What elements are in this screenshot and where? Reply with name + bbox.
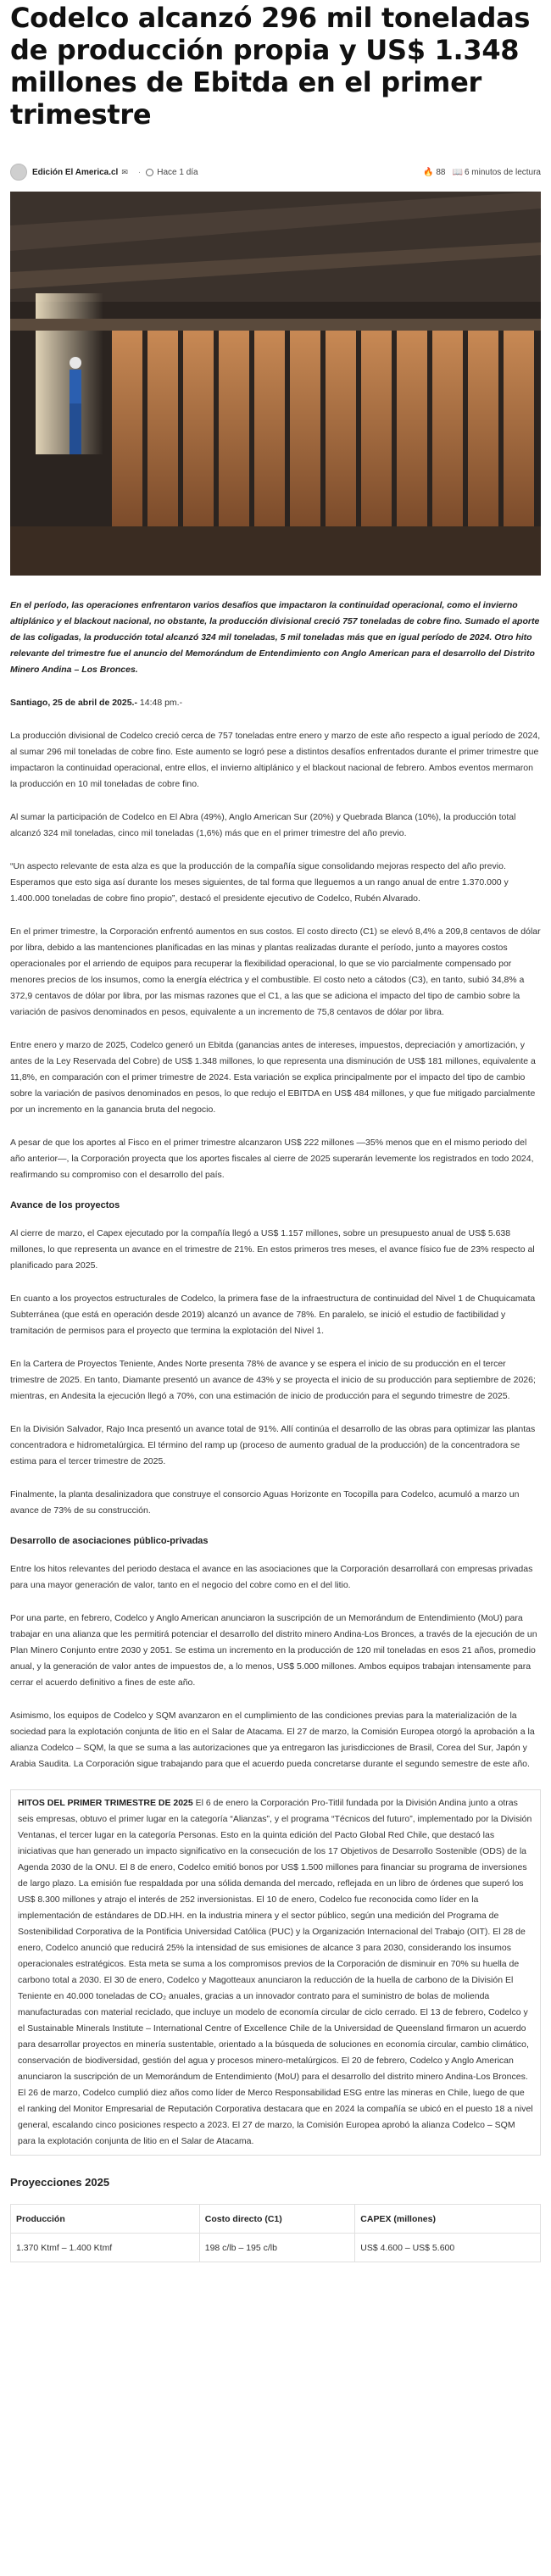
- read-time: 6 minutos de lectura: [464, 167, 541, 177]
- projections-table: [10, 2204, 541, 2262]
- article-lead: En el período, las operaciones enfrentaron varios desafíos que impactaron la continuidad operacional, como el invierno altiplánico y el blackout nacional, no obstante, la producción divisional creció 757 toneladas de cobre fino. Sumado el aporte de las coligadas, la producción total alcanzó 324 mil toneladas, 5 mil toneladas más que en igual período de 2024. Otro hito relevante del trimestre fue el anuncio del Memorándum de Entendimiento con Anglo American para el desarrollo del Distrito Minero Andina – Los Bronces.: [10, 600, 540, 675]
- column-header: Producción: [11, 2205, 200, 2234]
- paragraph: En cuanto a los proyectos estructurales de Codelco, la primera fase de la infraestructura de continuidad del Nivel 1 de Chuquicamata Subterránea (que está en operación desde 2019) alcanzó un avance de 78%. En paralelo, se inició el estudio de factibilidad y tramitación de permisos para el proyecto que termina la explotación del Nivel 1.: [10, 1294, 536, 1336]
- time-ago: Hace 1 día: [157, 167, 198, 177]
- hero-illustration: [10, 192, 541, 576]
- hero-image: [10, 192, 541, 576]
- projections-title: Proyecciones 2025: [10, 2176, 110, 2189]
- article-title: Codelco alcanzó 296 mil toneladas de producción propia y US$ 1.348 millones de Ebitda en el primer trimestre: [10, 2, 531, 131]
- section-heading: Desarrollo de asociaciones público-privadas: [10, 1536, 209, 1546]
- paragraph: A pesar de que los aportes al Fisco en el primer trimestre alcanzaron US$ 222 millones —35% menos que en el mismo periodo del año anterior—, la Corporación proyecta que los aportes fiscales al cierre de 2025 superarán levemente los registrados en todo 2024, reafirmando su compromiso con el desarrollo del país.: [10, 1138, 534, 1180]
- table-cell: 1.370 Ktmf – 1.400 Ktmf: [11, 2234, 200, 2262]
- paragraph: En la División Salvador, Rajo Inca presentó un avance total de 91%. Allí continúa el desarrollo de las obras para optimizar las plantas concentradora e hidrometalúrgica. El término del ramp up (proceso de aumento gradual de la producción) de la concentradora se estima para el tercer trimestre de 2025.: [10, 1424, 536, 1466]
- views-count: 88: [436, 167, 446, 177]
- dateline: [10, 695, 541, 711]
- column-header: Costo directo (C1): [199, 2205, 355, 2234]
- separator-dot: ·: [137, 167, 142, 177]
- section-heading: Avance de los proyectos: [10, 1200, 120, 1210]
- author-name[interactable]: Edición El America.cl: [32, 167, 119, 177]
- paragraph: “Un aspecto relevante de esta alza es que la producción de la compañía sigue consolidando mejoras respecto del año previo. Esperamos que esto siga así durante los meses siguientes, de tal forma que lleguemos a un rango anual de entre 1.370.000 y 1.400.000 toneladas de cobre fino propio”, destacó el presidente ejecutivo de Codelco, Rubén Alvarado.: [10, 861, 509, 904]
- table-cell: US$ 4.600 – US$ 5.600: [355, 2234, 541, 2262]
- meta-stats: [423, 168, 541, 177]
- milestones-box: [10, 1789, 541, 2156]
- mail-icon[interactable]: ✉: [121, 167, 128, 176]
- paragraph: Por una parte, en febrero, Codelco y Anglo American anunciaron la suscripción de un Memorándum de Entendimiento (MoU) para trabajar en una alianza que les permitirá potenciar el desarrollo del distrito minero Andina-Los Bronces, a través de la ejecución de un Plan Minero Conjunto entre 2030 y 2051. Se estima un incremento en la producción de 120 mil toneladas en esos 21 años, promedio anual, y la generación de valor antes de impuestos de, a lo menos, US$ 5.000 millones. Ambos equipos trabajan intensamente para cerrar el acuerdo definitivo a fines de este año.: [10, 1613, 537, 1688]
- article-meta: [10, 163, 541, 181]
- table-cell: 198 c/lb – 195 c/lb: [199, 2234, 355, 2262]
- paragraph: Asimismo, los equipos de Codelco y SQM avanzaron en el cumplimiento de las condiciones previas para la materialización de la sociedad para la explotación conjunta de litio en el Salar de Atacama. El 27 de marzo, la Comisión Europea otorgó la aprobación a la alianza Codelco – SQM, la que se suma a las autorizaciones que ya entregaron las jurisdicciones de Brasil, Corea del Sur, Japón y Arabia Saudita. La Corporación sigue trabajando para que el acuerdo pueda concretarse durante el segundo semestre de este año.: [10, 1711, 535, 1769]
- paragraph: La producción divisional de Codelco creció cerca de 757 toneladas entre enero y marzo de este año respecto a igual período de 2024, al sumar 296 mil toneladas de cobre fino. Este aumento se logró pese a distintos desafíos enfrentados durante el primer trimestre que impactaron la continuidad operacional, entre ellos, el invierno altiplánico y el blackout nacional de febrero. Ambos eventos mermaron la producción en 10 mil toneladas de cobre fino.: [10, 731, 541, 789]
- dateline-time: 14:48 pm.-: [136, 698, 183, 708]
- paragraph: Entre los hitos relevantes del periodo destaca el avance en las asociaciones que la Corporación desarrollará con empresas privadas para una mayor generación de valor, tanto en el negocio del cobre como en el del litio.: [10, 1564, 533, 1590]
- paragraph: En el primer trimestre, la Corporación enfrentó aumentos en sus costos. El costo directo (C1) se elevó 8,4% a 209,8 centavos de dólar por libra, debido a las mantenciones planificadas en las minas y plantas realizadas durante el período, junto a mayores costos operacionales por el arriendo de equipos para recuperar la flexibilidad operacional, lo que se vio parcialmente compensado por menores precios de los insumos, como la energía eléctrica y el combustible. El costo neto a cátodos (C3), en tanto, subió 34,8% a 372,9 centavos de dólar por libra, por las mismas razones que el C1, a las que se adiciona el impacto del tipo de cambio sobre la variación de pasivos denominados en pesos, equivalente a un incremento de 75,8 centavos de dólar por libra.: [10, 926, 541, 1017]
- table-header-row: [11, 2205, 541, 2234]
- book-icon: 📖: [452, 167, 463, 177]
- clock-icon: [146, 169, 153, 176]
- paragraph: Al sumar la participación de Codelco en El Abra (49%), Anglo American Sur (20%) y Quebrada Blanca (10%), la producción total alcanzó 324 mil toneladas, cinco mil toneladas (1,6%) más que en el primer trimestre del año previo.: [10, 812, 516, 838]
- paragraph: Finalmente, la planta desalinizadora que construye el consorcio Aguas Horizonte en Tocopilla para Codelco, acumuló a marzo un avance de 73% de su construcción.: [10, 1489, 520, 1516]
- table-row: [11, 2234, 541, 2262]
- milestones-label: HITOS DEL PRIMER TRIMESTRE DE 2025: [18, 1798, 193, 1808]
- milestones-text: El 6 de enero la Corporación Pro-Titlil fundada por la División Andina junto a otras seis empresas, obtuvo el primer lugar en la categoría “Alianzas”, y el programa “Técnicos del futuro”, implementado por la División Ventanas, el tercer lugar en la categoría Personas. Esto en la quinta edición del Pacto Global Red Chile, que destacó las iniciativas que han generado un impacto significativo en la consecución de los 17 Objetivos de Desarrollo Sostenible (ODS) de la Agenda 2030 de la ONU. El 8 de enero, Codelco emitió bonos por US$ 1.500 millones para financiar su programa de inversiones de largo plazo. La emisión fue respaldada por una sólida demanda del mercado, reflejada en un libro de órdenes que superó los US$ 8.300 millones y atrajo el interés de 252 inversionistas. El 10 de enero, Codelco fue reconocida como líder en la implementación de estándares de DD.HH. en la industria minera y el sector público, según una medición del Programa de Sostenibilidad Corporativa de la Pontificia Universidad Católica (PUC) y la Organización Internacional del Trabajo (OIT). El 28 de enero, Codelco anunció que reducirá 25% la intensidad de sus emisiones de alcance 3 para 2030, considerando los insumos operacionales estratégicos. Esta meta se suma a los compromisos previos de la Corporación de disminuir en 70% su huella de carbono total a 2030. El 30 de enero, Codelco y Magotteaux anunciaron la reducción de la huella de carbono de la División El Teniente en 40.000 toneladas de CO₂ anuales, gracias a un innovador contrato para el suministro de bolas de molienda manufacturadas con material reciclado, que incluye un modelo de economía circular de ciclo cerrado. El 13 de febrero, Codelco y el Sustainable Minerals Institute – International Centre of Excellence Chile de la Universidad de Queensland firmaron un acuerdo para desarrollar proyectos en minería sustentable, orientado a la búsqueda de soluciones en economía circular, cambio climático, conservación de biodiversidad, gestión del agua y procesos minero-metalúrgicos. El 20 de febrero, Codelco y Anglo American anunciaron la suscripción de un Memorándum de Entendimiento (MoU) para el desarrollo del distrito minero Andina-Los Bronces. El 26 de marzo, Codelco cumplió diez años como líder de Merco Responsabilidad ESG entre las mineras en Chile, luego de que el ranking del Monitor Empresarial de Reputación Corporativa destacara que en 2024 la compañía se ubicó en el puesto 18 a nivel general, escalando cinco posiciones respecto a 2023. El 27 de marzo, la Comisión Europea aprobó la alianza Codelco – SQM para la explotación conjunta de litio en el Salar de Atacama.: [18, 1798, 533, 2146]
- paragraph: Al cierre de marzo, el Capex ejecutado por la compañía llegó a US$ 1.157 millones, sobre un presupuesto anual de US$ 5.638 millones, lo que representa un avance en el trimestre de 21%. En estos primeros tres meses, el avance físico fue de 23% respecto al planificado para 2025.: [10, 1228, 535, 1271]
- flame-icon: 🔥: [423, 167, 434, 177]
- avatar[interactable]: [10, 164, 27, 181]
- column-header: CAPEX (millones): [355, 2205, 541, 2234]
- dateline-date: Santiago, 25 de abril de 2025.-: [10, 698, 137, 708]
- paragraph: En la Cartera de Proyectos Teniente, Andes Norte presenta 78% de avance y se espera el inicio de su producción en el tercer trimestre de 2025. En tanto, Diamante presentó un avance de 43% y se proyecta el inicio de su producción para septiembre de 2026; mientras, en Andesita la ejecución llegó a 70%, con una estimación de inicio de producción para el segundo trimestre de 2025.: [10, 1359, 536, 1401]
- paragraph: Entre enero y marzo de 2025, Codelco generó un Ebitda (ganancias antes de intereses, impuestos, depreciación y amortización, y antes de la Ley Reservada del Cobre) de US$ 1.348 millones, lo que representa una disminución de US$ 181 millones, equivalente a 11,8%, en comparación con el primer trimestre de 2024. Esta variación se explica principalmente por el impacto del tipo de cambio sobre la variación de pasivos denominados en pesos, lo que redujo el EBITDA en US$ 484 millones, y que fue mitigado parcialmente por un incremento en la ganancia bruta del negocio.: [10, 1040, 536, 1115]
